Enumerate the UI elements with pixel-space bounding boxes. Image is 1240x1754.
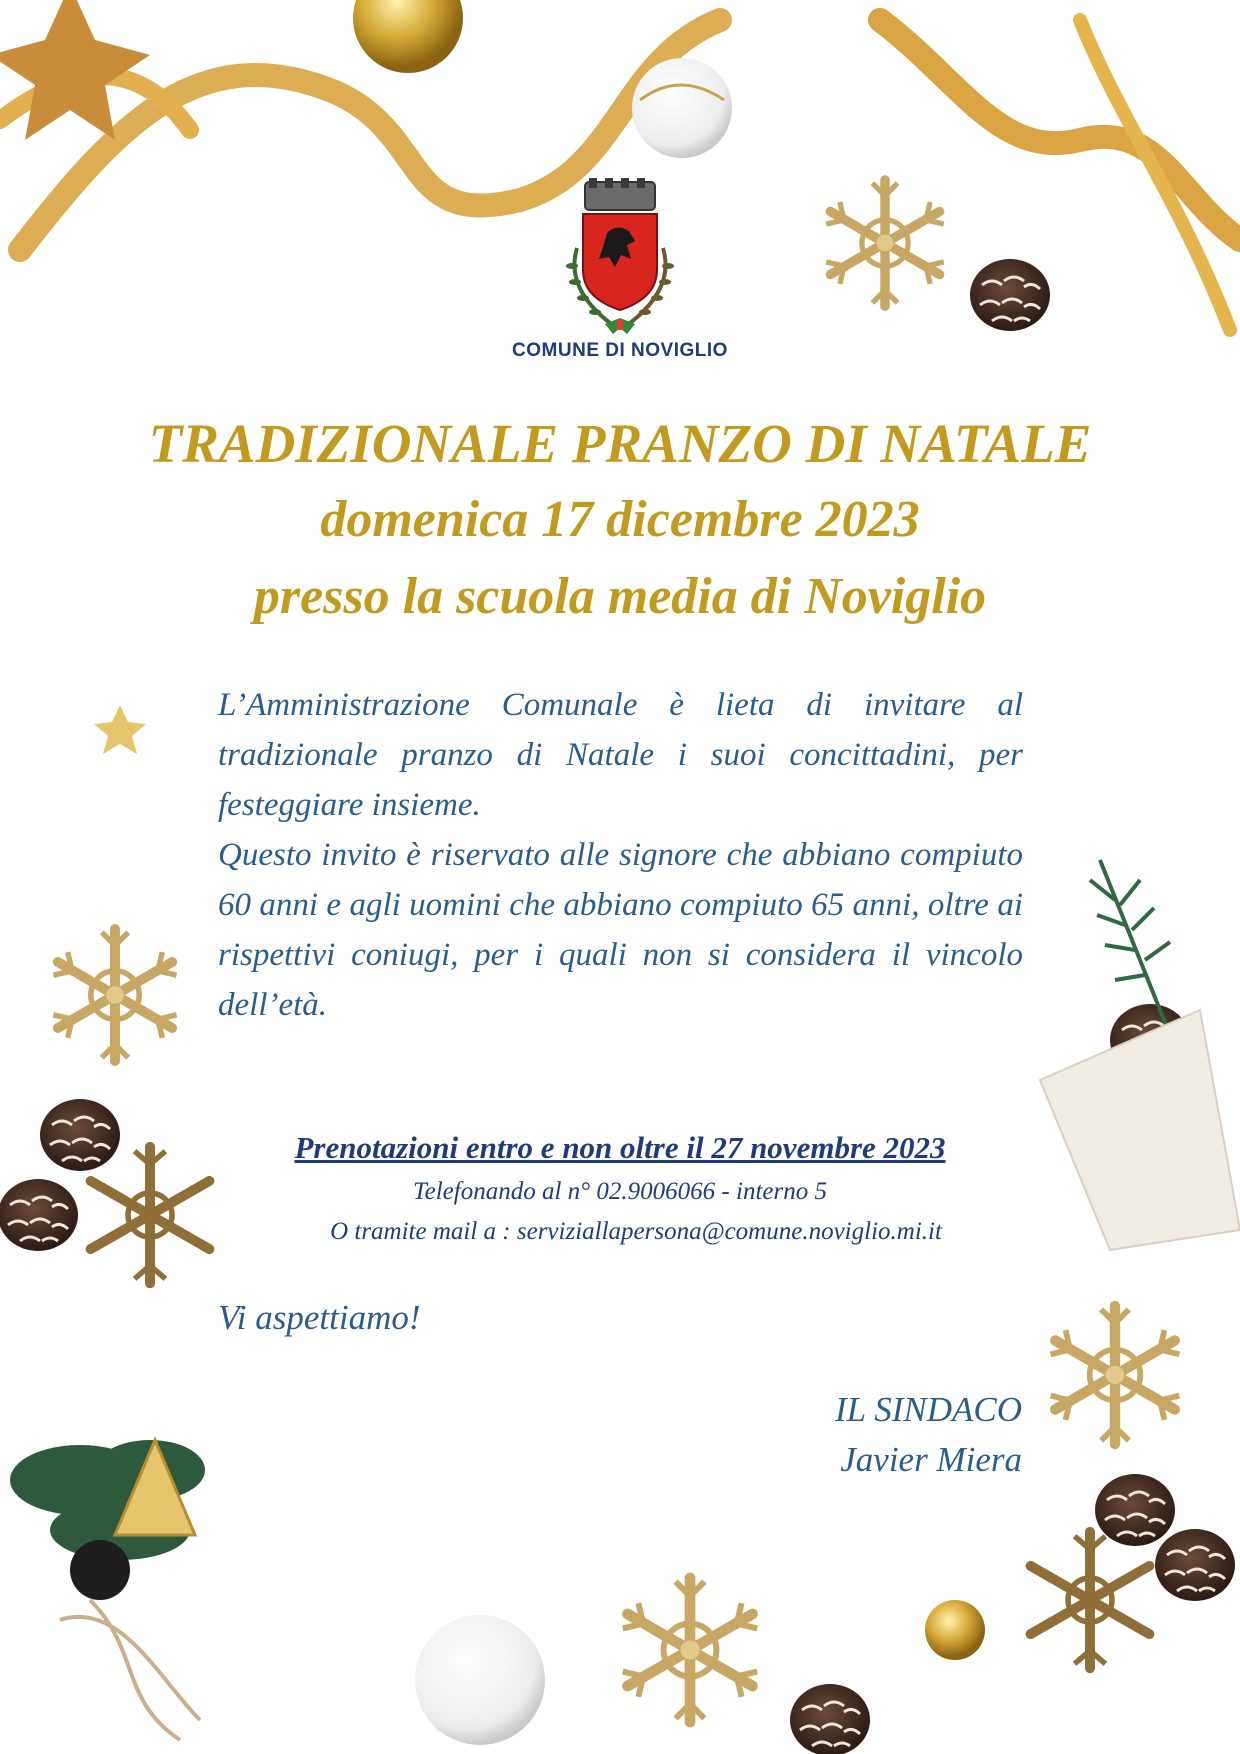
invitation-body	[218, 680, 1023, 1030]
event-title: TRADIZIONALE PRANZO DI NATALE	[148, 413, 1092, 474]
booking-phone: Telefonando al n° 02.9006066 - interno 5	[413, 1178, 827, 1205]
signature-name: Javier Miera	[840, 1440, 1022, 1479]
event-location: presso la scuola media di Noviglio	[253, 568, 987, 625]
invitation-paragraph-1: L’Amministrazione Comunale è lieta di invitare al tradizionale pranzo di Natale i suoi concittadini, per festeggiare insieme.	[218, 687, 1023, 823]
signature-role: IL SINDACO	[834, 1390, 1022, 1429]
event-date: domenica 17 dicembre 2023	[320, 491, 920, 548]
booking-email: O tramite mail a : serviziallapersona@comune.noviglio.mi.it	[330, 1218, 942, 1245]
invitation-paragraph-2: Questo invito è riservato alle signore che abbiano compiuto 60 anni e agli uomini che abbiano compiuto 65 anni, oltre ai rispettivi coniugi, per i quali non si considera il vincolo dell’età.	[218, 837, 1023, 1023]
booking-deadline: Prenotazioni entro e non oltre il 27 novembre 2023	[294, 1130, 946, 1165]
municipality-name: COMUNE DI NOVIGLIO	[512, 340, 728, 361]
municipal-crest	[555, 178, 685, 338]
closing-greeting: Vi aspettiamo!	[218, 1298, 421, 1337]
